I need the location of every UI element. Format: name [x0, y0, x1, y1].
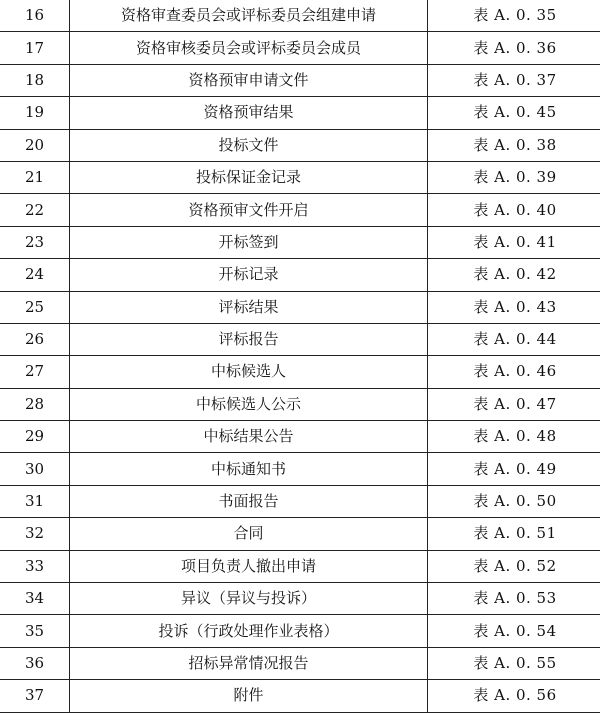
row-name: 投标保证金记录 [70, 161, 428, 193]
row-number: 21 [0, 161, 70, 193]
row-number: 19 [0, 97, 70, 129]
row-name: 资格审核委员会或评标委员会成员 [70, 32, 428, 64]
row-number: 24 [0, 259, 70, 291]
row-number: 25 [0, 291, 70, 323]
row-name: 资格审查委员会或评标委员会组建申请 [70, 0, 428, 32]
table-row [0, 161, 600, 193]
row-reference: 表 A. 0. 41 [428, 226, 600, 258]
row-name: 资格预审结果 [70, 97, 428, 129]
row-name: 合同 [70, 518, 428, 550]
row-name: 异议（异议与投诉） [70, 583, 428, 615]
table-row [0, 0, 600, 32]
row-number: 35 [0, 615, 70, 647]
row-number: 32 [0, 518, 70, 550]
row-number: 16 [0, 0, 70, 32]
table-row [0, 129, 600, 161]
table-row [0, 550, 600, 582]
row-name: 评标结果 [70, 291, 428, 323]
table-row [0, 97, 600, 129]
row-name: 中标候选人公示 [70, 388, 428, 420]
table-row [0, 356, 600, 388]
row-reference: 表 A. 0. 36 [428, 32, 600, 64]
row-reference: 表 A. 0. 47 [428, 388, 600, 420]
table-row [0, 388, 600, 420]
row-name: 资格预审文件开启 [70, 194, 428, 226]
row-number: 36 [0, 647, 70, 679]
row-reference: 表 A. 0. 53 [428, 583, 600, 615]
row-name: 评标报告 [70, 323, 428, 355]
row-reference: 表 A. 0. 56 [428, 680, 600, 712]
table-row [0, 323, 600, 355]
table-row [0, 453, 600, 485]
table-row [0, 518, 600, 550]
row-name: 附件 [70, 680, 428, 712]
row-name: 开标记录 [70, 259, 428, 291]
row-name: 资格预审申请文件 [70, 64, 428, 96]
row-reference: 表 A. 0. 42 [428, 259, 600, 291]
table-row [0, 291, 600, 323]
row-reference: 表 A. 0. 50 [428, 485, 600, 517]
row-reference: 表 A. 0. 48 [428, 421, 600, 453]
table-row [0, 32, 600, 64]
row-number: 23 [0, 226, 70, 258]
row-reference: 表 A. 0. 39 [428, 161, 600, 193]
row-number: 29 [0, 421, 70, 453]
row-number: 20 [0, 129, 70, 161]
row-number: 18 [0, 64, 70, 96]
row-reference: 表 A. 0. 55 [428, 647, 600, 679]
row-name: 中标通知书 [70, 453, 428, 485]
table-row [0, 226, 600, 258]
row-reference: 表 A. 0. 37 [428, 64, 600, 96]
row-name: 投标文件 [70, 129, 428, 161]
row-name: 开标签到 [70, 226, 428, 258]
row-number: 30 [0, 453, 70, 485]
row-name: 项目负责人撤出申请 [70, 550, 428, 582]
row-name: 招标异常情况报告 [70, 647, 428, 679]
row-number: 33 [0, 550, 70, 582]
table-row [0, 583, 600, 615]
table-row [0, 485, 600, 517]
row-reference: 表 A. 0. 35 [428, 0, 600, 32]
table-row [0, 64, 600, 96]
row-reference: 表 A. 0. 43 [428, 291, 600, 323]
row-number: 28 [0, 388, 70, 420]
row-number: 31 [0, 485, 70, 517]
row-reference: 表 A. 0. 51 [428, 518, 600, 550]
row-number: 22 [0, 194, 70, 226]
row-reference: 表 A. 0. 49 [428, 453, 600, 485]
row-name: 投诉（行政处理作业表格） [70, 615, 428, 647]
table-row [0, 680, 600, 712]
table-row [0, 194, 600, 226]
table-row [0, 615, 600, 647]
row-name: 中标结果公告 [70, 421, 428, 453]
row-number: 26 [0, 323, 70, 355]
table-row [0, 259, 600, 291]
row-number: 37 [0, 680, 70, 712]
row-reference: 表 A. 0. 40 [428, 194, 600, 226]
row-name: 中标候选人 [70, 356, 428, 388]
row-number: 17 [0, 32, 70, 64]
row-number: 27 [0, 356, 70, 388]
row-reference: 表 A. 0. 52 [428, 550, 600, 582]
row-reference: 表 A. 0. 45 [428, 97, 600, 129]
row-reference: 表 A. 0. 54 [428, 615, 600, 647]
table-row [0, 647, 600, 679]
table-row [0, 421, 600, 453]
row-reference: 表 A. 0. 44 [428, 323, 600, 355]
row-reference: 表 A. 0. 38 [428, 129, 600, 161]
row-name: 书面报告 [70, 485, 428, 517]
row-reference: 表 A. 0. 46 [428, 356, 600, 388]
row-number: 34 [0, 583, 70, 615]
